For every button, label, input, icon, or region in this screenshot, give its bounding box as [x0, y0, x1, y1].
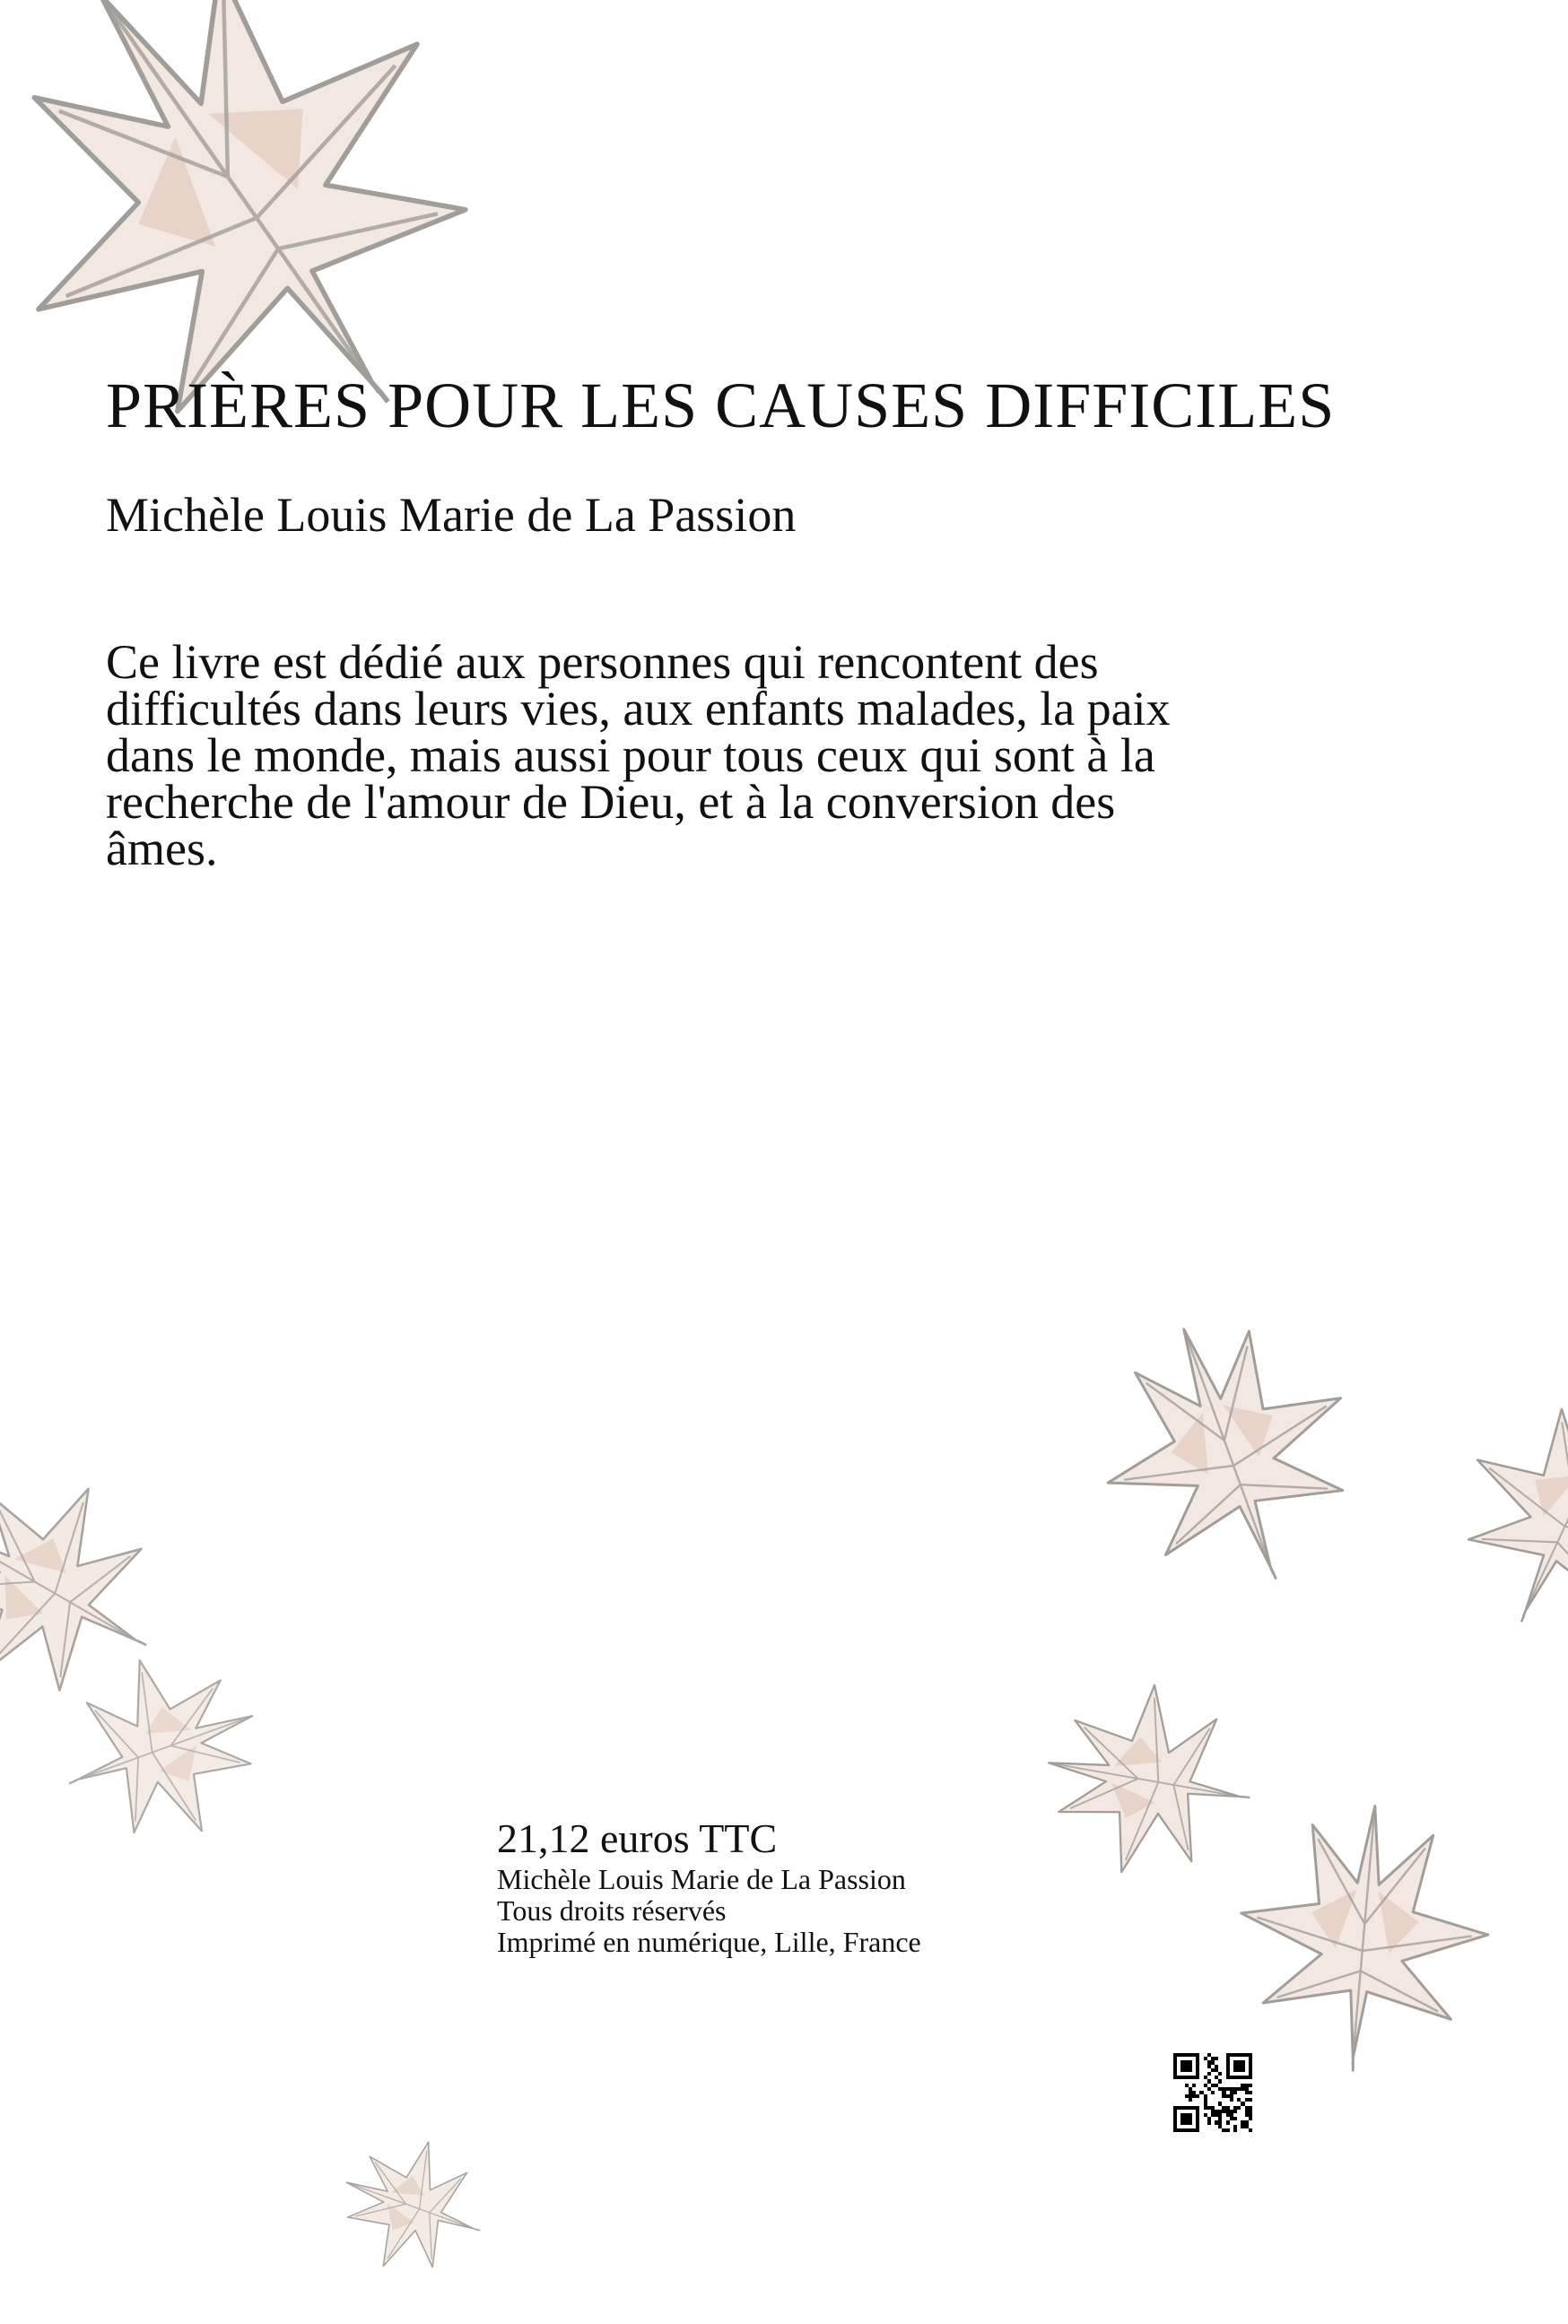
colophon — [497, 1814, 1125, 1958]
printing-info: Imprimé en numérique, Lille, France — [497, 1926, 921, 1958]
maple-leaf-illustration-left-lower — [36, 1650, 287, 1848]
qr-code — [1173, 2053, 1252, 2132]
author-name: Michèle Louis Marie de La Passion — [106, 488, 797, 542]
price: 21,12 euros TTC — [497, 1815, 778, 1861]
colophon-author: Michèle Louis Marie de La Passion — [497, 1863, 906, 1895]
dedication-text: Ce livre est dédié aux personnes qui rencontent des difficultés dans leurs vies, aux enfants malades, la paix dans le monde, mais aussi pour tous ceux qui sont à la recherche de l'amour de Dieu, et à la conversion des âmes. — [106, 635, 1171, 875]
maple-leaf-illustration-bottom-center — [314, 2135, 511, 2278]
maple-leaf-illustration-bottom-right — [1202, 1803, 1525, 2072]
maple-leaf-illustration-right-upper — [1076, 1319, 1381, 1588]
book-title: PRIÈRES POUR LES CAUSES DIFFICILES — [106, 370, 1336, 441]
maple-leaf-illustration-right-edge — [1453, 1399, 1568, 1632]
rights-notice: Tous droits réservés — [497, 1894, 727, 1927]
